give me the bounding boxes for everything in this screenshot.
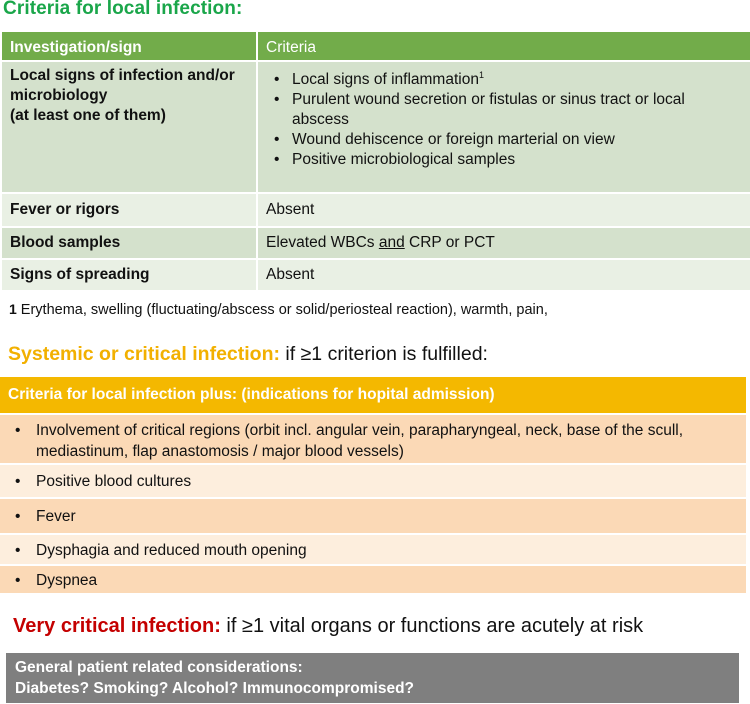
list-item [0,564,746,593]
criteria-list [266,70,742,170]
list-item-text: Fever [36,508,76,525]
bullet-icon: • [15,572,21,589]
systemic-title-highlight: Systemic or critical infection: [8,343,281,365]
bullet-icon: • [15,422,21,439]
systemic-criteria-box [0,377,746,593]
bullet-icon: • [15,542,21,559]
very-critical-infection-title [13,615,643,638]
criteria-underlined: and [378,234,405,251]
very-critical-title-rest: if ≥1 vital organs or functions are acutely at risk [220,615,644,637]
list-item-text: Dysphagia and reduced mouth opening [36,542,307,559]
sign-line: (at least one of them) [10,107,166,124]
local-infection-table [0,30,750,292]
very-critical-title-highlight: Very critical infection: [13,615,221,637]
criteria-cell: Absent [257,193,750,227]
local-infection-title: Criteria for local infection: [3,0,243,19]
general-line: Diabetes? Smoking? Alcohol? Immunocompromised? [15,680,415,697]
sign-cell: Fever or rigors [1,193,257,227]
systemic-infection-title [8,343,488,366]
general-considerations-box [6,653,739,703]
list-item-text: Dyspnea [36,572,98,589]
criteria-cell: Absent [257,259,750,291]
criteria-cell [257,61,750,193]
sign-cell: Blood samples [1,227,257,259]
table-row-blood-samples [1,227,750,259]
list-item [0,533,746,564]
list-item [0,463,746,497]
criteria-item: • Wound dehiscence or foreign marterial on view [282,130,742,150]
footnote [9,301,548,318]
footnote-text: Erythema, swelling (fluctuating/abscess or solid/periosteal reaction), warmth, pain, [20,302,548,318]
systemic-header: Criteria for local infection plus: (indications for hopital admission) [0,377,746,413]
header-investigation-sign: Investigation/sign [1,31,257,61]
bullet-icon: • [15,508,21,525]
sign-cell [1,61,257,193]
list-item [0,413,746,463]
criteria-cell [257,227,750,259]
list-item [0,497,746,533]
criteria-text: CRP or PCT [404,234,495,251]
bullet-icon: • [15,473,21,490]
table-header-row [1,31,750,61]
sign-cell: Signs of spreading [1,259,257,291]
footnote-mark: 1 [478,70,484,80]
criteria-item: • Purulent wound secretion or fistulas or sinus tract or local abscess [282,90,742,130]
sign-line: microbiology [10,87,108,104]
criteria-text: Elevated WBCs [266,234,379,251]
sign-line: Local signs of infection and/or [10,67,235,84]
criteria-item: • Positive microbiological samples [282,150,742,170]
general-line: General patient related considerations: [15,659,303,676]
list-item-text: Involvement of critical regions (orbit incl. angular vein, parapharyngeal, neck, base of the scull, mediastinum, flap anastomosis / major blood vessels) [36,422,684,460]
list-item-text: Positive blood cultures [36,473,192,490]
header-criteria: Criteria [257,31,750,61]
criteria-item [282,70,742,90]
table-row-fever [1,193,750,227]
criteria-text: Local signs of inflammation [292,71,479,88]
table-row-spreading [1,259,750,291]
footnote-number: 1 [9,301,17,317]
table-row-local-signs [1,61,750,193]
systemic-title-rest: if ≥1 criterion is fulfilled: [280,343,488,365]
